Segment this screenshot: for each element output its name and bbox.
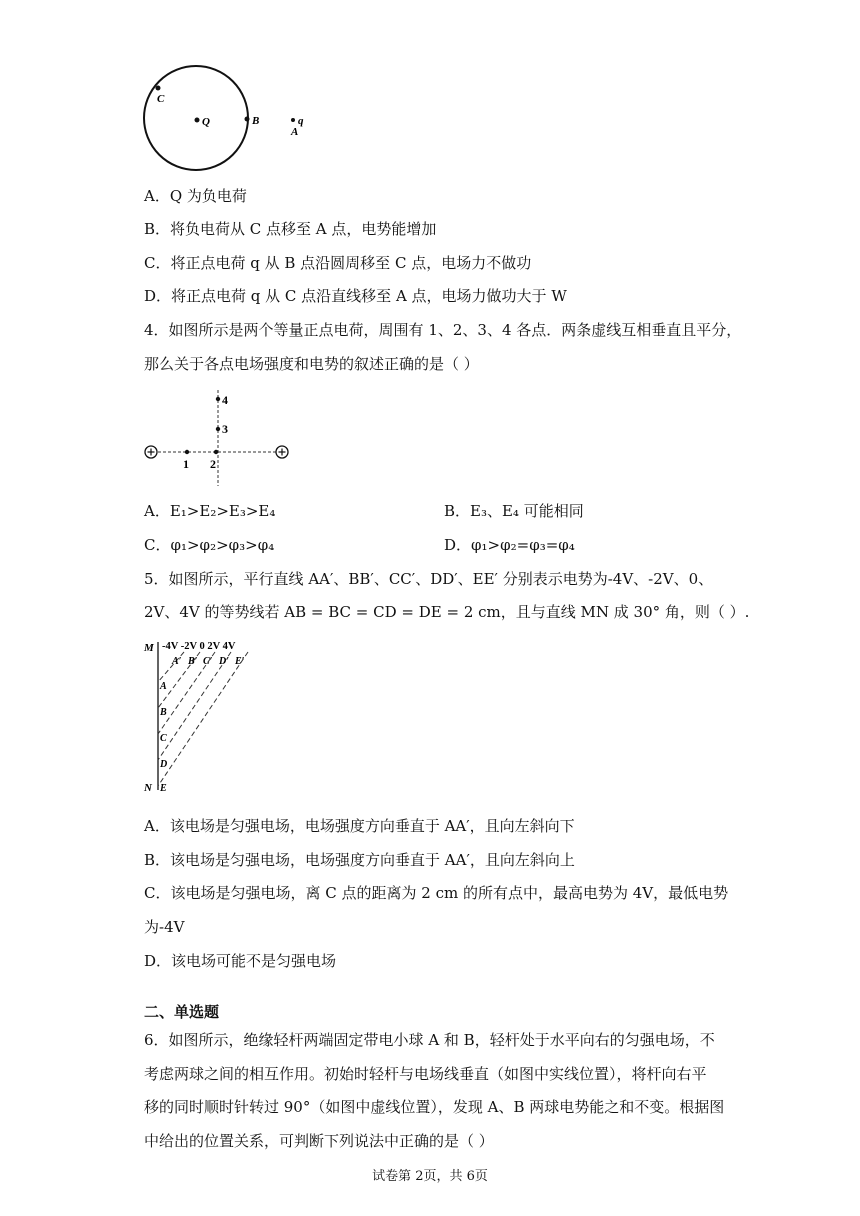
q5-option-b: B．该电场是匀强电场，电场强度方向垂直于 AA′，且向左斜向上 [144,851,575,869]
q4-option-c: C．φ₁>φ₂>φ₃>φ₄ [144,536,275,554]
q4-stem-line1: 4．如图所示是两个等量正点电荷，周围有 1、2、3、4 各点．两条虚线互相垂直且平分， [144,321,742,339]
label-point-e: E [160,783,167,794]
dashed-equipotentials [158,652,248,786]
point-a-dot [291,118,295,122]
q6-stem-line2: 考虑两球之间的相互作用。初始时轻杆与电场线垂直（如图中实线位置），将杆向右平 [144,1065,707,1083]
q4-option-b: B．E₃、E₄ 可能相同 [444,502,584,520]
q6-stem-line4: 中给出的位置关系，可判断下列说法中正确的是（ ） [144,1132,494,1150]
label-point-c: C [160,733,167,744]
q3-option-b: B．将负电荷从 C 点移至 A 点，电势能增加 [144,220,437,238]
label-b-prime: B′ [188,656,198,667]
label-point-a: A [160,681,167,692]
label-b: B [252,115,260,127]
point-4-dot [216,397,220,401]
label-n: N [144,782,152,794]
q4-stem-line2: 那么关于各点电场强度和电势的叙述正确的是（ ） [144,355,479,373]
point-2-dot [214,450,218,454]
two-charges-figure [140,386,300,490]
circle-charge-figure [140,64,320,176]
q3-option-d: D．将正点电荷 q 从 C 点沿直线移至 A 点，电场力做功大于 W [144,287,567,305]
q5-option-a: A．该电场是匀强电场，电场强度方向垂直于 AA′，且向左斜向下 [144,817,575,835]
q5-option-c-line2: 为-4V [144,918,185,936]
charge-q-dot [195,118,200,123]
label-e-prime: E′ [235,656,245,667]
q3-option-c: C．将正点电荷 q 从 B 点沿圆周移至 C 点，电场力不做功 [144,254,532,272]
line-ee [158,652,248,786]
section-title: 二、单选题 [144,1003,220,1021]
label-2: 2 [210,457,216,471]
page-footer: 试卷第 2页，共 6页 [372,1169,488,1184]
label-4: 4 [222,393,228,407]
potential-labels: -4V -2V 0 2V 4V [162,641,236,652]
point-b-dot [245,117,250,122]
q6-stem-line1: 6．如图所示，绝缘轻杆两端固定带电小球 A 和 B，轻杆处于水平向右的匀强电场，不 [144,1031,715,1049]
point-3-dot [216,427,220,431]
equipotential-lines-figure [140,634,270,798]
label-small-q: q [298,115,304,127]
label-c: C [157,93,165,105]
point-c-dot [156,86,161,91]
label-1: 1 [183,457,189,471]
q5-stem-line2: 2V、4V 的等势线若 AB = BC = CD = DE = 2 cm，且与直线 MN 成 30° 角，则（ ）. [144,603,750,621]
label-point-b: B [160,707,167,718]
q5-stem-line1: 5．如图所示，平行直线 AA′、BB′、CC′、DD′、EE′ 分别表示电势为-4V、-2V、0、 [144,570,714,588]
q4-option-a: A．E₁>E₂>E₃>E₄ [144,502,276,520]
label-point-d: D [160,759,168,770]
label-a: A [291,126,299,138]
q3-option-a: A．Q 为负电荷 [144,187,247,205]
label-a-prime: A′ [172,656,182,667]
label-m: M [144,642,154,654]
line-dd [158,652,231,760]
q6-stem-line3: 移的同时顺时针转过 90°（如图中虚线位置），发现 A、B 两球电势能之和不变。根据图 [144,1098,725,1116]
label-c-prime: C′ [203,656,213,667]
label-d-prime: D′ [219,656,230,667]
q5-option-c-line1: C．该电场是匀强电场，离 C 点的距离为 2 cm 的所有点中，最高电势为 4V，最低电势 [144,884,729,902]
label-3: 3 [222,422,228,436]
q5-option-d: D．该电场可能不是匀强电场 [144,952,337,970]
point-1-dot [185,450,189,454]
label-big-q: Q [202,116,210,128]
q4-option-d: D．φ₁>φ₂=φ₃=φ₄ [444,536,575,554]
